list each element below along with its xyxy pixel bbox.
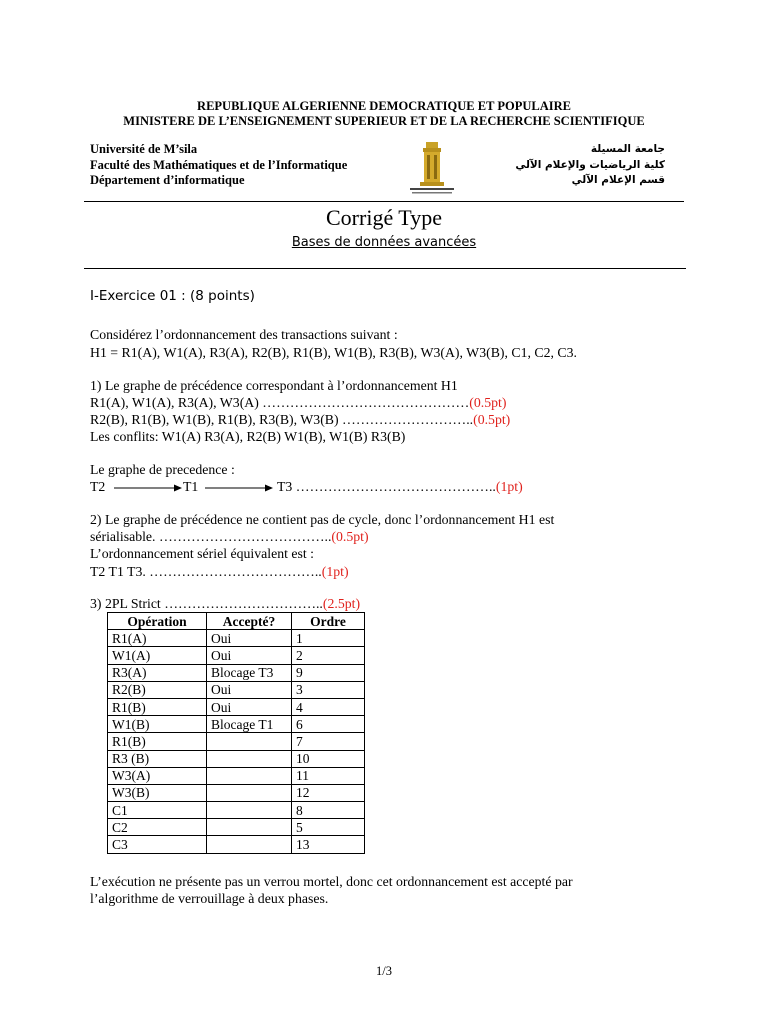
- university-name: Université de M’sila: [90, 142, 198, 156]
- q1-line-a-points: (0.5pt): [469, 395, 507, 410]
- department-name: Département d’informatique: [90, 173, 245, 187]
- cell-operation: W3(B): [108, 784, 207, 801]
- cell-accepted: Oui: [207, 681, 292, 698]
- cell-accepted: Oui: [207, 698, 292, 715]
- header-divider: [84, 201, 684, 202]
- cell-order: 3: [292, 681, 365, 698]
- graph-points: (1pt): [495, 479, 523, 494]
- cell-operation: R1(B): [108, 733, 207, 750]
- cell-accepted: [207, 802, 292, 819]
- table-row: [108, 647, 365, 664]
- schedule-h1: H1 = R1(A), W1(A), R3(A), R2(B), R1(B), W1(B), R3(B), W3(A), W3(B), C1, C2, C3.: [90, 345, 577, 360]
- university-logo: [408, 140, 456, 196]
- cell-operation: R1(B): [108, 698, 207, 715]
- cell-operation: R2(B): [108, 681, 207, 698]
- table-row: [108, 630, 365, 647]
- graph-arrow-t2-t1: [112, 481, 184, 495]
- table-row: [108, 819, 365, 836]
- cell-accepted: [207, 733, 292, 750]
- cell-accepted: [207, 784, 292, 801]
- graph-arrow-t1-t3: [203, 481, 275, 495]
- cell-accepted: Blocage T3: [207, 664, 292, 681]
- q3-heading-text: 3) 2PL Strict ……………………………..: [90, 596, 323, 611]
- table-row: [108, 767, 365, 784]
- cell-operation: C1: [108, 802, 207, 819]
- cell-order: 8: [292, 802, 365, 819]
- q2-line4-points: (1pt): [321, 564, 349, 579]
- university-name-arabic: جامعة المسيلة: [590, 143, 665, 155]
- page-number: 1/3: [376, 964, 392, 978]
- q1-conflicts: Les conflits: W1(A) R3(A), R2(B) W1(B), W1(B) R3(B): [90, 429, 406, 444]
- cell-order: 4: [292, 698, 365, 715]
- cell-accepted: [207, 836, 292, 853]
- cell-operation: R3(A): [108, 664, 207, 681]
- header-ministry: MINISTERE DE L’ENSEIGNEMENT SUPERIEUR ET DE LA RECHERCHE SCIENTIFIQUE: [123, 114, 645, 128]
- cell-operation: C2: [108, 819, 207, 836]
- q2-line3: L’ordonnancement sériel équivalent est :: [90, 546, 314, 561]
- q2-line4: [90, 564, 349, 580]
- column-header-order: Ordre: [292, 613, 365, 630]
- cell-order: 6: [292, 716, 365, 733]
- cell-order: 13: [292, 836, 365, 853]
- table-row: [108, 681, 365, 698]
- graph-dots: ……………………………………..: [295, 479, 496, 494]
- table-row: [108, 802, 365, 819]
- column-header-accepted: Accepté?: [207, 613, 292, 630]
- q1-heading: 1) Le graphe de précédence correspondant à l’ordonnancement H1: [90, 378, 458, 393]
- q1-line-b: [90, 412, 510, 428]
- faculty-name: Faculté des Mathématiques et de l’Informatique: [90, 157, 348, 172]
- cell-accepted: Blocage T1: [207, 716, 292, 733]
- cell-accepted: Oui: [207, 630, 292, 647]
- cell-order: 12: [292, 784, 365, 801]
- cell-operation: C3: [108, 836, 207, 853]
- table-row: [108, 836, 365, 853]
- q2-line4-text: T2 T1 T3. ………………………………..: [90, 564, 322, 579]
- graph-node-t1: T1: [183, 479, 199, 494]
- table-row: [108, 716, 365, 733]
- cell-order: 5: [292, 819, 365, 836]
- table-row: [108, 664, 365, 681]
- q2-line2-text: sérialisable. ………………………………..: [90, 529, 332, 544]
- table-row: [108, 733, 365, 750]
- table-row: [108, 698, 365, 715]
- page-subtitle: Bases de données avancées: [291, 235, 477, 250]
- q1-line-a: [90, 395, 506, 411]
- cell-operation: W1(B): [108, 716, 207, 733]
- cell-accepted: [207, 819, 292, 836]
- cell-order: 1: [292, 630, 365, 647]
- cell-order: 9: [292, 664, 365, 681]
- header-republic: REPUBLIQUE ALGERIENNE DEMOCRATIQUE ET POPULAIRE: [197, 99, 571, 113]
- cell-operation: W1(A): [108, 647, 207, 664]
- department-name-arabic: قسم الإعلام الآلي: [571, 174, 665, 186]
- cell-order: 11: [292, 767, 365, 784]
- q2-line2: [90, 529, 369, 545]
- q3-heading: [90, 596, 360, 612]
- table-row: [108, 784, 365, 801]
- university-block-arabic: [515, 142, 665, 189]
- q2-line1: 2) Le graphe de précédence ne contient pas de cycle, donc l’ordonnancement H1 est: [90, 512, 555, 527]
- cell-order: 2: [292, 647, 365, 664]
- exercise-heading: I-Exercice 01 : (8 points): [90, 288, 255, 304]
- q3-heading-points: (2.5pt): [322, 596, 361, 611]
- graph-label: Le graphe de precedence :: [90, 462, 235, 477]
- cell-operation: R1(A): [108, 630, 207, 647]
- university-block: [90, 142, 347, 189]
- faculty-name-arabic: كلية الرياضيات والإعلام الآلي: [515, 158, 665, 171]
- q1-line-a-text: R1(A), W1(A), R3(A), W3(A) ………………………………………: [90, 395, 470, 410]
- title-divider: [84, 268, 686, 269]
- cell-order: 10: [292, 750, 365, 767]
- cell-accepted: [207, 767, 292, 784]
- graph-node-t3-label: T3: [277, 479, 293, 494]
- graph-node-t3: [277, 479, 523, 495]
- cell-accepted: Oui: [207, 647, 292, 664]
- operations-table: [107, 612, 365, 854]
- q1-line-b-text: R2(B), R1(B), W1(B), R1(B), R3(B), W3(B) ………………………..: [90, 412, 474, 427]
- q2-line2-points: (0.5pt): [331, 529, 369, 544]
- cell-order: 7: [292, 733, 365, 750]
- column-header-operation: Opération: [108, 613, 207, 630]
- conclusion-line2: l’algorithme de verrouillage à deux phases.: [90, 891, 329, 906]
- table-row: [108, 750, 365, 767]
- cell-operation: W3(A): [108, 767, 207, 784]
- q1-line-b-points: (0.5pt): [473, 412, 511, 427]
- conclusion-line1: L’exécution ne présente pas un verrou mortel, donc cet ordonnancement est accepté par: [90, 874, 573, 889]
- exercise-intro: Considérez l’ordonnancement des transactions suivant :: [90, 327, 398, 342]
- cell-accepted: [207, 750, 292, 767]
- page-title: Corrigé Type: [326, 205, 442, 230]
- cell-operation: R3 (B): [108, 750, 207, 767]
- graph-node-t2: T2: [90, 479, 106, 494]
- table-header-row: [108, 613, 365, 630]
